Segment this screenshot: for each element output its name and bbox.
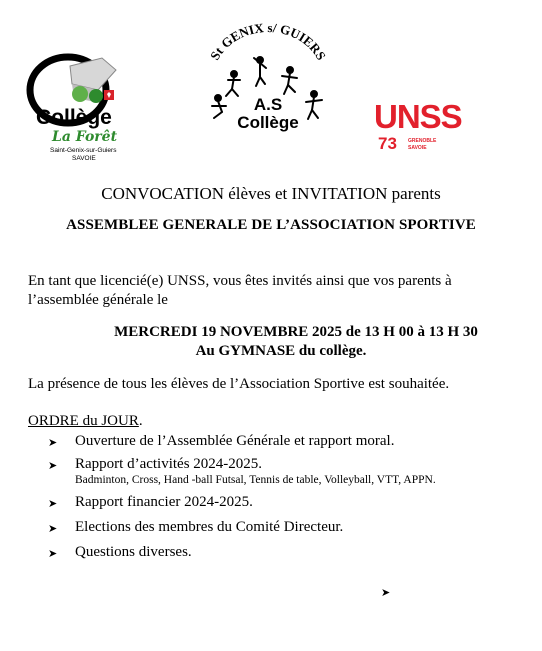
unss-logo xyxy=(370,90,500,155)
arrow-bullet-icon: ➤ xyxy=(48,548,58,560)
college-town: Saint-Genix-sur-Guiers xyxy=(50,147,117,154)
agenda-item xyxy=(48,456,528,486)
page-title: CONVOCATION élèves et INVITATION parents xyxy=(101,184,441,203)
event-date: MERCREDI 19 NOVEMBRE 2025 de 13 H 00 à 13 H 30 xyxy=(114,324,478,340)
college-name: Collège xyxy=(36,106,112,129)
college-script: La Forêt xyxy=(52,129,118,145)
agenda-list xyxy=(48,433,528,561)
agenda-heading-text: ORDRE du JOUR xyxy=(28,413,139,429)
intro-paragraph: En tant que licencié(e) UNSS, vous êtes invités ainsi que vos parents à l’assemblée générale le xyxy=(28,273,452,308)
agenda-item xyxy=(48,494,528,511)
agenda-item xyxy=(48,544,528,561)
unss-tag2: SAVOIE xyxy=(408,145,427,151)
agenda-item xyxy=(48,519,528,536)
agenda-item-text: Ouverture de l’Assemblée Générale et rapport moral. xyxy=(75,433,395,449)
agenda-item-subtext: Badminton, Cross, Hand -ball Futsal, Tennis de table, Volleyball, VTT, APPN. xyxy=(75,474,436,486)
agenda-item xyxy=(48,433,528,450)
unss-tag1: GRENOBLE xyxy=(408,138,437,144)
college-logo xyxy=(26,50,146,165)
arrow-bullet-icon: ➤ xyxy=(48,498,58,510)
agenda-item-text: Rapport d’activités 2024-2025. xyxy=(75,456,263,472)
arrow-bullet-icon: ➤ xyxy=(48,523,58,535)
svg-text:St GENIX s/ GUIERS xyxy=(207,22,329,63)
agenda-item-text: Rapport financier 2024-2025. xyxy=(75,494,253,510)
as-line1: A.S xyxy=(253,95,283,114)
agenda-heading-suffix: . xyxy=(138,413,143,429)
event-details xyxy=(0,323,542,361)
agenda-item-text: Elections des membres du Comité Directeur. xyxy=(75,519,344,535)
arrow-bullet-icon: ➤ xyxy=(48,460,58,472)
agenda-item-text: Questions diverses. xyxy=(75,544,192,560)
unss-name: UNSS xyxy=(374,98,462,135)
agenda-heading xyxy=(28,413,143,430)
as-college-logo xyxy=(198,22,338,142)
presence-paragraph: La présence de tous les élèves de l’Association Sportive est souhaitée. xyxy=(28,376,450,392)
page-subtitle: ASSEMBLEE GENERALE DE L’ASSOCIATION SPORTIVE xyxy=(66,217,476,233)
arrow-bullet-icon: ➤ xyxy=(48,437,58,449)
arrow-bullet-icon: ➤ xyxy=(381,587,391,599)
as-line2: Collège xyxy=(237,113,299,132)
event-place: Au GYMNASE du collège. xyxy=(195,343,367,359)
college-region: SAVOIE xyxy=(72,155,96,162)
header-logos xyxy=(0,0,542,170)
as-arc-text: St GENIX s/ GUIERS xyxy=(206,22,330,63)
unss-number: 73 xyxy=(378,134,397,153)
